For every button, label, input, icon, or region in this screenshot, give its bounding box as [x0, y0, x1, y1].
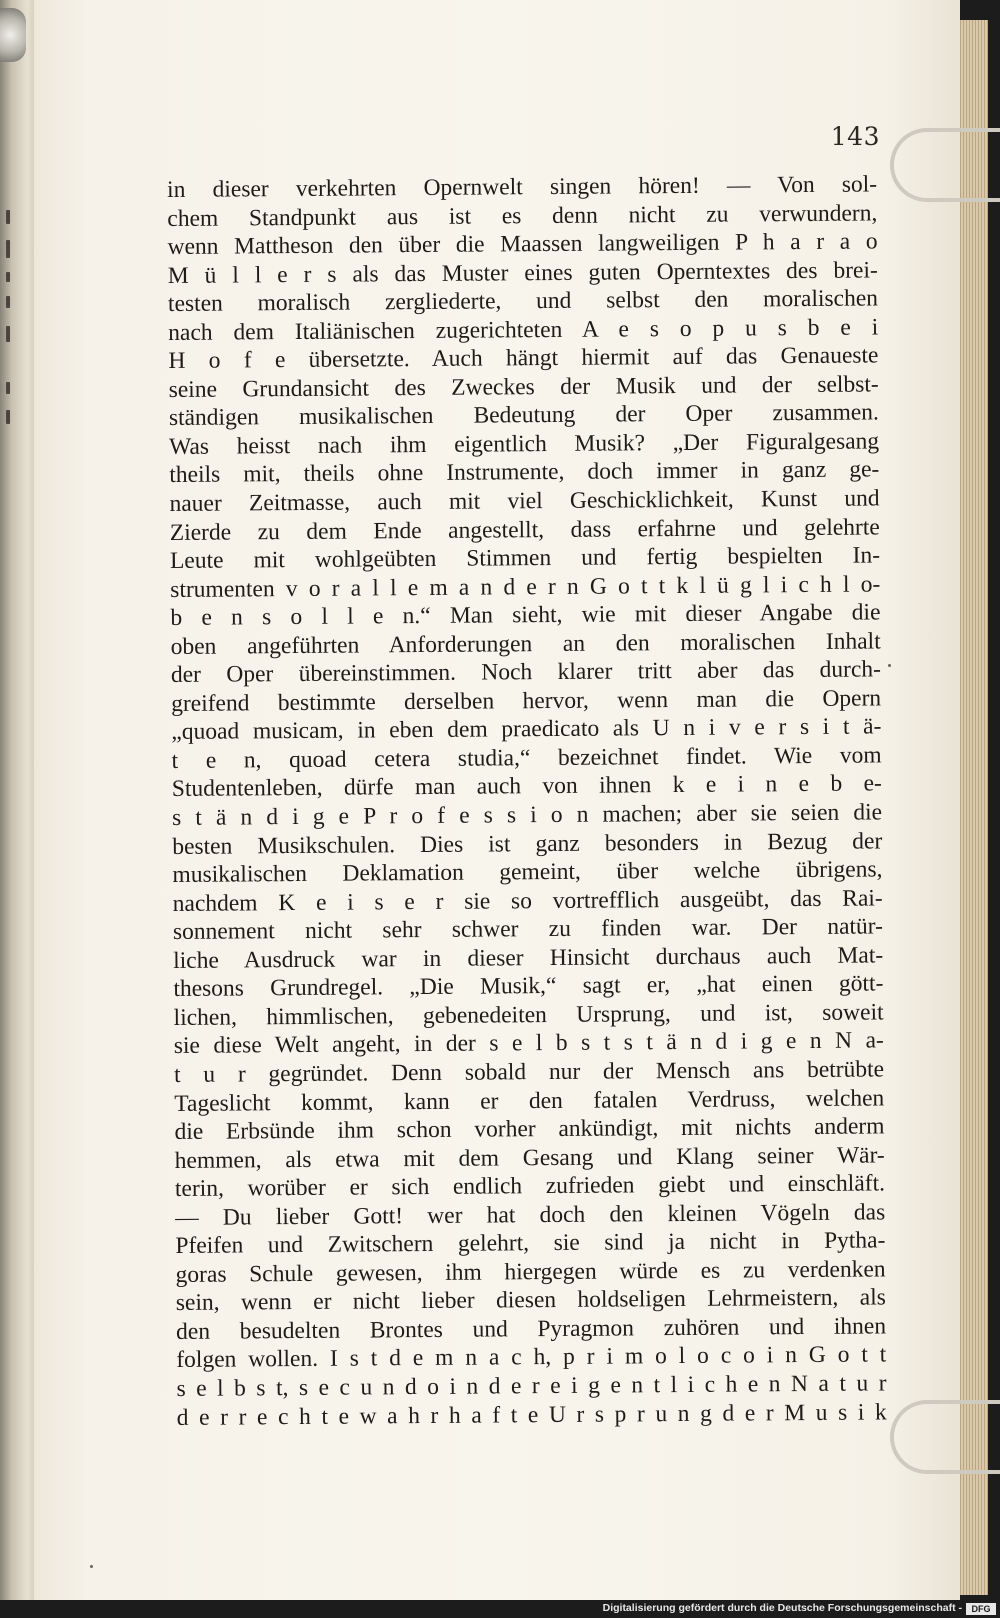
text-line: in dieser verkehrten Opernwelt singen hören! — Von sol-: [167, 171, 878, 203]
margin-mark: [6, 296, 10, 308]
text-line: terin, worüber er sich endlich zufrieden giebt und einschläft.: [174, 1170, 886, 1203]
text-line: chem Standpunkt aus ist es denn nicht zu verwundern,: [167, 199, 878, 232]
page-stack: [958, 20, 988, 1595]
book-page: [34, 0, 960, 1600]
page-clip-bottom-icon: [890, 1400, 1000, 1474]
text-line: Tageslicht kommt, kann er den fatalen Verdruss, welchen: [174, 1084, 885, 1117]
text-line: d e r r e c h t e w a h r h a f t e U r s p r u n g d e r M u s i k: [176, 1398, 887, 1431]
text-line: nauer Zeitmasse, auch mit viel Geschicklichkeit, Kunst und: [169, 485, 880, 518]
page-clip-top-icon: [890, 128, 1000, 202]
text-line: sein, wenn er nicht lieber diesen holdseligen Lehrmeistern, als: [175, 1284, 886, 1317]
text-line: folgen wollen. I s t d e m n a c h, p r i m o l o c o i n G o t t: [176, 1341, 887, 1374]
text-line: hemmen, als etwa mit dem Gesang und Klang seiner Wär-: [174, 1141, 885, 1174]
text-line: der Oper übereinstimmen. Noch klarer tritt aber das durch-: [170, 656, 882, 689]
text-line: Was heisst nach ihm eigentlich Musik? „Der Figuralgesang: [169, 428, 880, 460]
text-line: Leute mit wohlgeübten Stimmen und fertig bespielten In-: [169, 542, 881, 575]
text-line: musikalischen Deklamation gemeint, über welche übrigens,: [172, 856, 883, 889]
text-line: wenn Mattheson den über die Maassen langweiligen P h a r a o: [167, 228, 878, 261]
text-line: theils mit, theils ohne Instrumente, doch immer in ganz ge-: [169, 456, 880, 489]
margin-mark: [6, 410, 10, 424]
text-line: t u r gegründet. Denn sobald nur der Mensch ans betrübte: [173, 1056, 885, 1088]
paper-speck: [90, 1565, 93, 1568]
text-line: die Erbsünde ihm schon vorher ankündigt, mit nichts anderm: [174, 1113, 885, 1146]
paper-speck: [888, 664, 891, 667]
page-number: 143: [830, 122, 880, 151]
text-line: nach dem Italiänischen zugerichteten A e s o p u s b e i: [168, 314, 879, 346]
text-line: sonnement nicht sehr schwer zu finden war. Der natür-: [172, 913, 884, 946]
text-line: den besudelten Brontes und Pyragmon zuhören und ihnen: [175, 1313, 887, 1345]
text-line: Pfeifen und Zwitschern gelehrt, sie sind ja nicht in Pytha-: [175, 1227, 886, 1260]
text-line: goras Schule gewesen, ihm hiergegen würde es zu verdenken: [175, 1256, 886, 1288]
text-line: besten Musikschulen. Dies ist ganz besonders in Bezug der: [172, 827, 883, 860]
text-line: strumenten v o r a l l e m a n d e r n G o t t k l ü g l i c h l o-: [170, 571, 881, 603]
dfg-logo-icon: DFG: [966, 1603, 996, 1615]
text-line: sie diese Welt angeht, in der s e l b s t s t ä n d i g e n N a-: [173, 1027, 884, 1060]
margin-mark: [6, 240, 10, 258]
text-line: ständigen musikalischen Bedeutung der Oper zusammen.: [168, 399, 879, 432]
text-line: oben angeführten Anforderungen an den moralischen Inhalt: [170, 628, 881, 660]
text-line: „quoad musicam, in eben dem praedicato als U n i v e r s i t ä-: [171, 713, 882, 746]
text-line: H o f e übersetzte. Auch hängt hiermit auf das Genaueste: [168, 342, 879, 375]
text-line: nachdem K e i s e r sie so vortrefflich ausgeübt, das Rai-: [172, 885, 883, 917]
footer-credit: Digitalisierung gefördert durch die Deutsche Forschungsgemeinschaft -: [602, 1602, 962, 1614]
text-line: s t ä n d i g e P r o f e s s i o n machen; aber sie seien die: [171, 799, 883, 832]
text-line: t e n, quoad cetera studia,“ bezeichnet findet. Wie vom: [171, 742, 882, 774]
text-line: — Du lieber Gott! wer hat doch den kleinen Vögeln das: [175, 1199, 886, 1231]
text-line: greifend bestimmte derselben hervor, wenn man die Opern: [171, 685, 882, 717]
margin-mark: [6, 382, 10, 394]
text-line: seine Grundansicht des Zweckes der Musik und der selbst-: [168, 371, 879, 403]
text-line: thesons Grundregel. „Die Musik,“ sagt er, „hat einen gött-: [173, 970, 884, 1003]
margin-mark: [6, 326, 10, 342]
body-text: [167, 170, 887, 1432]
text-line: Zierde zu dem Ende angestellt, dass erfahrne und gelehrte: [169, 513, 880, 546]
text-line: testen moralisch zergliederte, und selbst den moralischen: [167, 285, 879, 318]
text-line: b e n s o l l e n.“ Man sieht, wie mit dieser Angabe die: [170, 599, 881, 632]
page-clip-icon: [0, 8, 26, 62]
text-line: Studentenleben, dürfe man auch von ihnen k e i n e b e-: [171, 770, 882, 803]
margin-mark: [6, 210, 10, 224]
text-line: liche Ausdruck war in dieser Hinsicht durchaus auch Mat-: [173, 942, 884, 974]
text-line: M ü l l e r s als das Muster eines guten Operntextes des brei-: [167, 257, 878, 289]
text-line: lichen, himmlischen, gebenedeiten Ursprung, und ist, soweit: [173, 999, 884, 1031]
text-line: s e l b s t, s e c u n d o i n d e r e i g e n t l i c h e n N a t u r: [176, 1370, 887, 1402]
margin-mark: [6, 272, 10, 282]
